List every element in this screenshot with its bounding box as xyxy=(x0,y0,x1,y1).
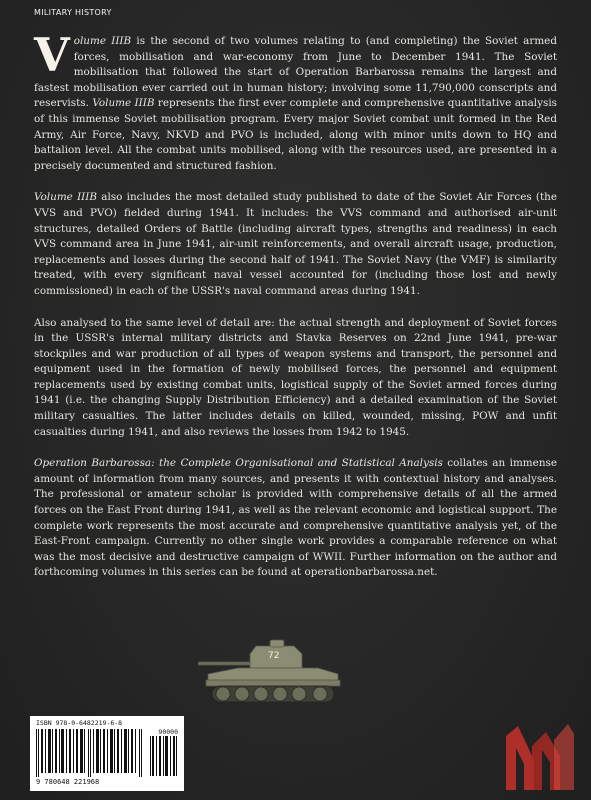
volume-title-2: Volume IIIB xyxy=(92,97,155,110)
paragraph-2-text: also includes the most detailed study published to date of the Soviet Air Forces (the VVS and PVO) fielded during 1941. It includes: the VVS command and authorised air-unit structures, detailed Orders of Battle (including aircraft types, strengths and readiness) in each VVS command area in June 1941, air-unit reinforcements, and overall aircraft usage, production, replacements and losses during the second half of 1941. The Soviet Navy (the VMF) is similarity treated, with every significant naval vessel accounted for (including those lost and newly commissioned) in each of the USSR's naval command areas during 1941. xyxy=(34,191,557,297)
price-code: 90000 xyxy=(158,728,178,736)
series-title: Operation Barbarossa: the Complete Organisational and Statistical Analysis xyxy=(34,457,443,470)
tank-illustration xyxy=(198,636,342,708)
publisher-logo xyxy=(504,716,574,790)
paragraph-1 xyxy=(34,28,557,174)
ean-bars xyxy=(36,729,144,777)
volume-title-3: Volume IIIB xyxy=(34,191,98,204)
volume-title: olume IIIB xyxy=(73,35,132,47)
drop-cap: V xyxy=(34,28,70,82)
paragraph-4-text: collates an immense amount of information from many sources, and presents it with contextual history and analyses. The professional or amateur scholar is provided with comprehensive details of all the armed forces on the East Front during 1941, as well as the relevant economic and logistical support. The complete work represents the most accurate and comprehensive quantitative analysis yet, of the East-Front campaign. Currently no other single work provides a comparable reference on what was the most decisive and destructive campaign of WWII. Further information on the author and forthcoming volumes in this series can be found at operationbarbarossa.net. xyxy=(34,457,557,579)
paragraph-4 xyxy=(34,456,557,581)
isbn-number: ISBN 978-0-6482219-6-8 xyxy=(36,719,123,727)
paragraph-1-text-a: is the second of two volumes relating to (and completing) the Soviet armed forces, mobilisation and war-economy from June to December 1941. The Soviet mobilisation that followed the start of Operation Barbarossa remains the largest and fastest mobilisation ever carried out in human history; involving some 11,790,000 conscripts and reservists. xyxy=(34,35,557,110)
paragraph-1-text-b: represents the first ever complete and comprehensive quantitative analysis of this immense Soviet mobilisation program. Every major Soviet combat unit formed in the Red Army, Air Force, Navy, NKVD and PVO is included, along with minor units down to HQ and battalion level. All the combat units mobilised, along with the resources used, are presented in a precisely documented and structured fashion. xyxy=(34,97,557,172)
price-bars xyxy=(150,736,178,776)
blurb xyxy=(34,28,557,597)
turret-number: 72 xyxy=(268,651,280,661)
category-label: MILITARY HISTORY xyxy=(34,8,112,17)
barcode xyxy=(30,716,184,791)
paragraph-2 xyxy=(34,190,557,299)
ean-digits: 9 780648 221968 xyxy=(36,778,100,786)
paragraph-3: Also analysed to the same level of detail are: the actual strength and deployment of Soviet forces in the USSR's internal military districts and Stavka Reserves on 22nd June 1941, pre-war stockpiles and war production of all types of weapon systems and transport, the personnel and equipment used in the formation of newly mobilised forces, the personnel and equipment replacements used by existing combat units, logistical supply of the Soviet armed forces during 1941 (i.e. the changing Supply Distribution Efficiency) and a detailed examination of the Soviet military casualties. The latter includes details on killed, wounded, missing, POW and unfit casualties during 1941, and also reviews the losses from 1942 to 1945. xyxy=(34,316,557,438)
